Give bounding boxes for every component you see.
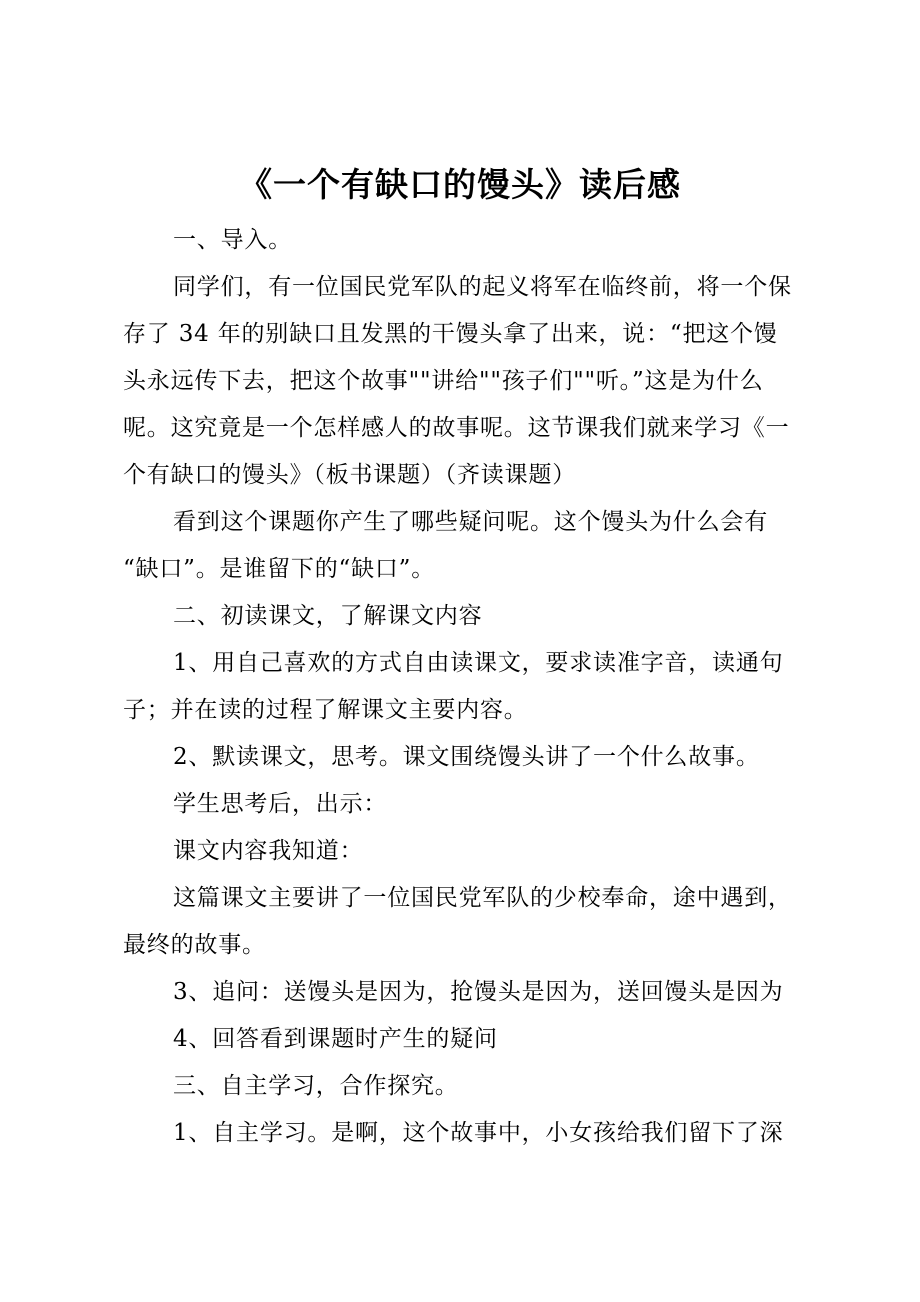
paragraph-line: 呢。这究竟是一个怎样感人的故事呢。这节课我们就来学习《一: [123, 415, 790, 441]
paragraph-line: 这篇课文主要讲了一位国民党军队的少校奉命，途中遇到，: [173, 885, 792, 911]
paragraph-line: 学生思考后，出示：: [173, 791, 388, 817]
paragraph-line: 1、自主学习。是啊，这个故事中，小女孩给我们留下了深: [173, 1120, 784, 1146]
document-title: 《一个有缺口的馒头》读后感: [239, 165, 681, 204]
paragraph-line: 3、追问：送馒头是因为，抢馒头是因为，送回馒头是因为: [173, 979, 784, 1005]
paragraph-line: 头永远传下去，把这个故事""讲给""孩子们""听。”这是为什么: [123, 368, 764, 394]
section-heading-intro: 一、导入。: [173, 227, 292, 253]
section-heading-reading: 二、初读课文，了解课文内容: [173, 603, 483, 629]
paragraph-line: 个有缺口的馒头》（板书课题）（齐读课题）: [123, 462, 576, 488]
paragraph-line: 1、用自己喜欢的方式自由读课文，要求读准字音，读通句: [173, 650, 784, 676]
document-body: [123, 217, 807, 1157]
paragraph-line: 存了 34 年的别缺口且发黑的干馒头拿了出来，说：“把这个馒: [123, 321, 778, 347]
paragraph-line: 最终的故事。: [123, 932, 266, 958]
paragraph-line: 同学们，有一位国民党军队的起义将军在临终前，将一个保: [173, 274, 792, 300]
paragraph-line: 2、默读课文，思考。课文围绕馒头讲了一个什么故事。: [173, 744, 760, 770]
paragraph-line: 课文内容我知道：: [173, 838, 364, 864]
paragraph-line: 看到这个课题你产生了哪些疑问呢。这个馒头为什么会有: [173, 509, 768, 535]
paragraph-line: 4、回答看到课题时产生的疑问: [173, 1026, 498, 1052]
section-heading-study: 三、自主学习，合作探究。: [173, 1073, 459, 1099]
paragraph-line: “缺口”。是谁留下的“缺口”。: [123, 556, 436, 582]
paragraph-line: 子；并在读的过程了解课文主要内容。: [123, 697, 528, 723]
